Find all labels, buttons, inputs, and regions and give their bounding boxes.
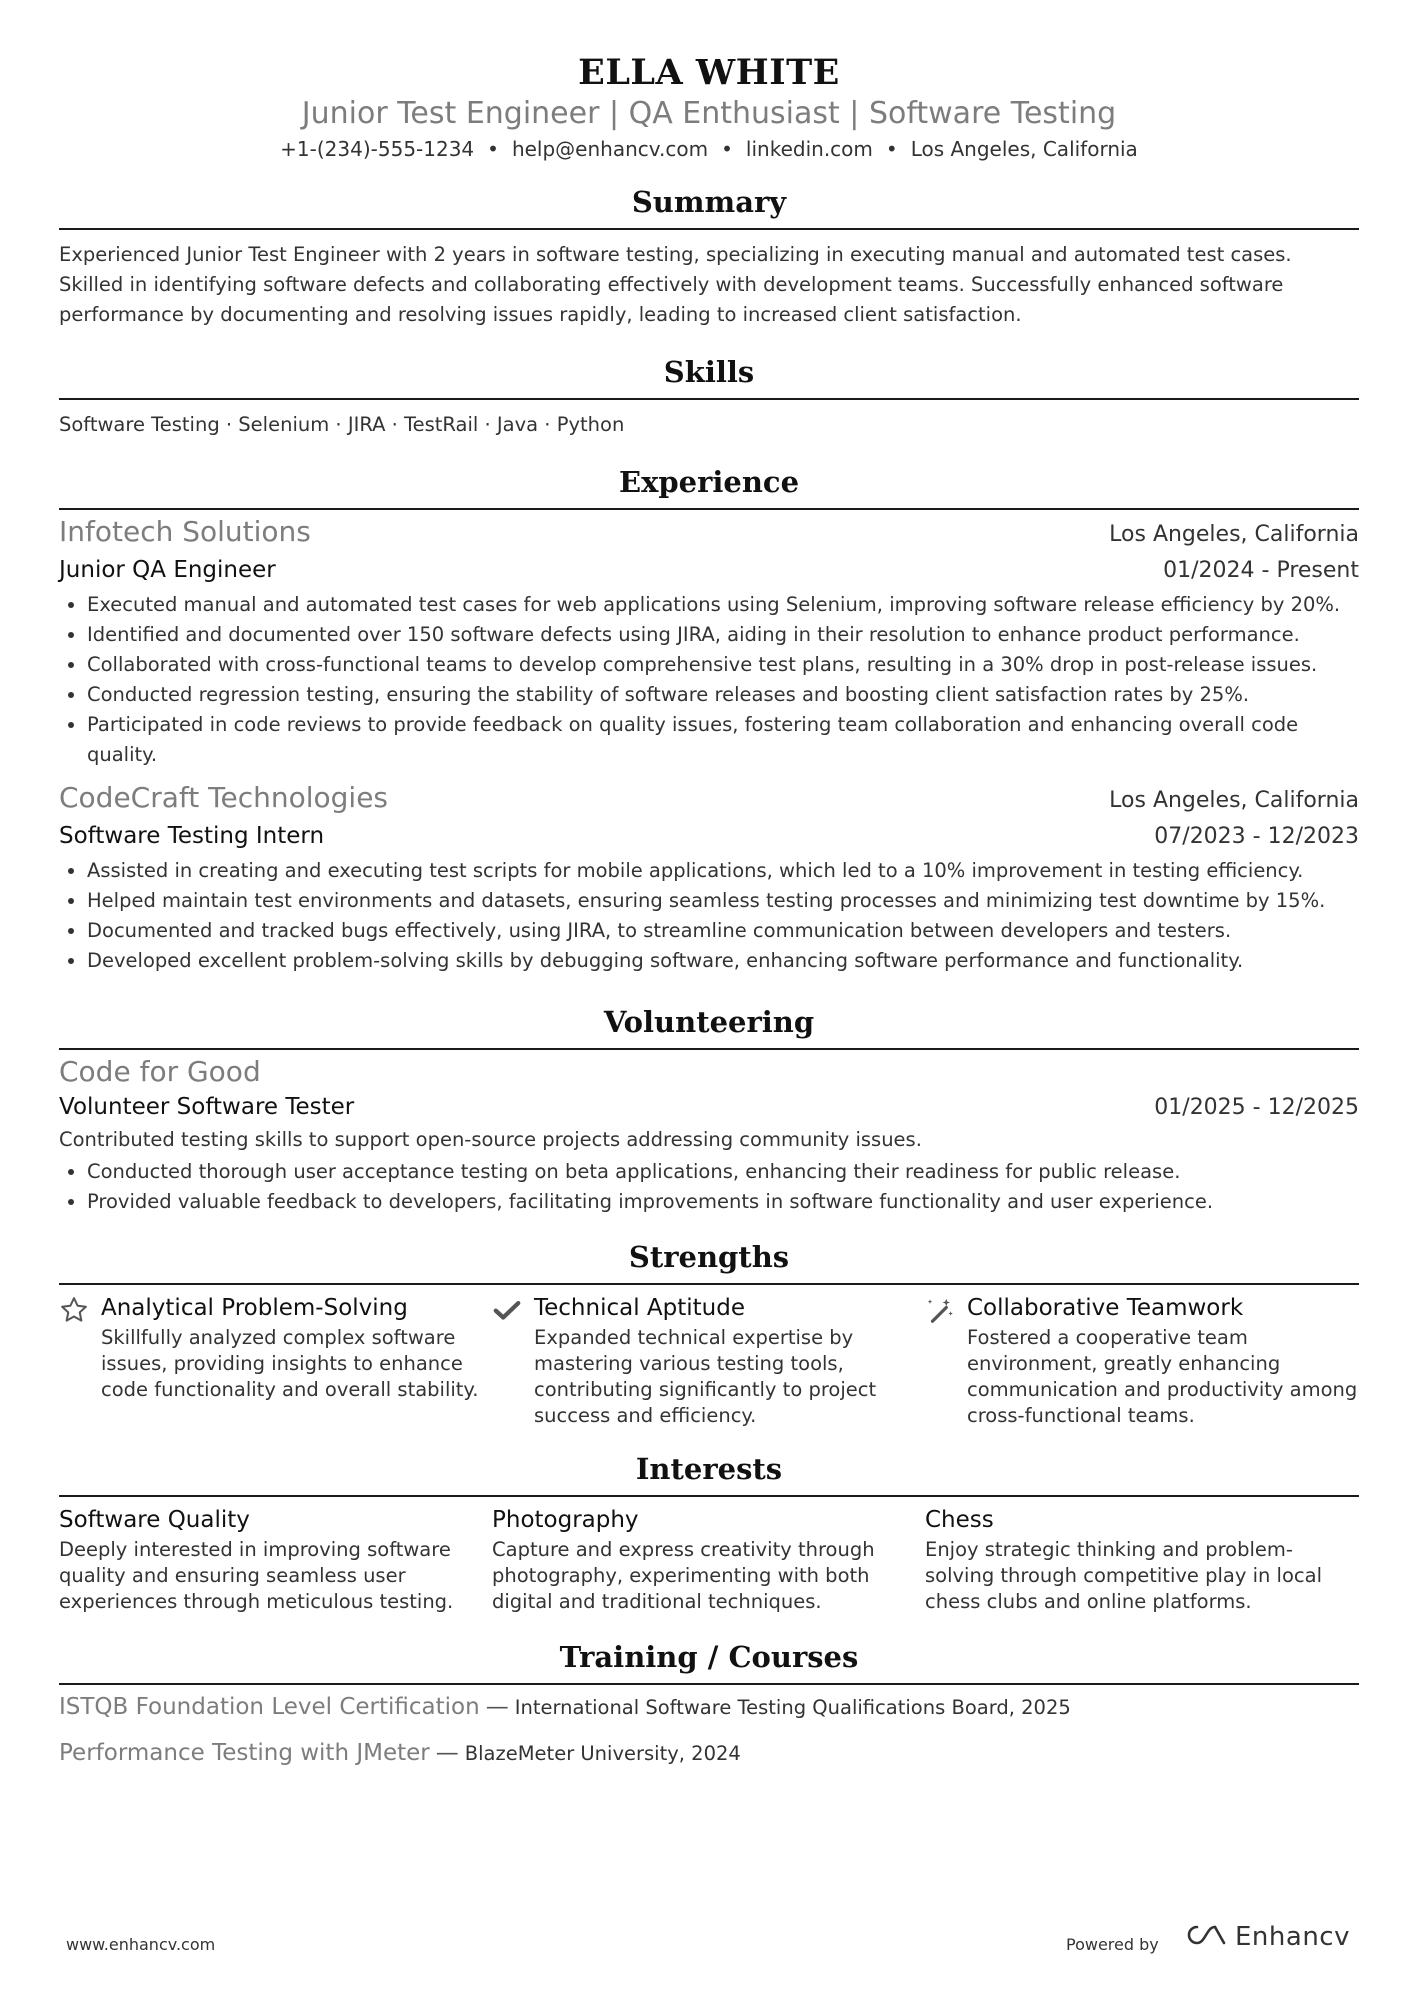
- job-dates: 07/2023 - 12/2023: [1154, 824, 1359, 849]
- job-bullet: • Assisted in creating and executing test scripts for mobile applications, which led to a 10% improvement in testing efficiency.: [87, 856, 1359, 886]
- section-title-strengths: Strengths: [628, 1240, 790, 1274]
- training-section: [59, 1637, 1359, 1777]
- strengths-section: [59, 1237, 1359, 1429]
- star-icon: [59, 1291, 101, 1429]
- job-company: Infotech Solutions: [59, 515, 311, 548]
- strength-item: [59, 1291, 492, 1429]
- job-bullet: • Identified and documented over 150 software defects using JIRA, aiding in their resolution to enhance product performance.: [87, 620, 1359, 650]
- job-location: Los Angeles, California: [1109, 522, 1359, 547]
- job-bullet: • Helped maintain test environments and datasets, ensuring seamless testing processes and minimizing test downtime by 15%.: [87, 886, 1359, 916]
- strength-title: Analytical Problem-Solving: [101, 1295, 408, 1321]
- job-bullet: • Collaborated with cross-functional teams to develop comprehensive test plans, resulting in a 30% drop in post-release issues.: [87, 650, 1359, 680]
- job-bullet: • Developed excellent problem-solving skills by debugging software, enhancing software performance and functionality.: [87, 946, 1359, 976]
- volunteer-role: Volunteer Software Tester: [59, 1094, 355, 1120]
- interests-section: [59, 1449, 1359, 1615]
- strength-description: Skillfully analyzed complex software issues, providing insights to enhance code functionality and overall stability.: [101, 1326, 479, 1401]
- contact-separator: •: [885, 137, 898, 161]
- powered-by-label: Powered by: [1066, 1935, 1159, 1954]
- volunteering-section: [59, 1002, 1359, 1217]
- candidate-name: ELLA WHITE: [578, 52, 840, 93]
- candidate-headline: Junior Test Engineer | QA Enthusiast | Software Testing: [301, 96, 1117, 131]
- section-title-summary: Summary: [631, 185, 787, 219]
- check-icon: [492, 1291, 534, 1429]
- magic-wand-icon: [925, 1291, 967, 1429]
- volunteer-description: Contributed testing skills to support open-source projects addressing community issues.: [59, 1128, 922, 1151]
- location: Los Angeles, California: [910, 137, 1138, 161]
- contact-separator: •: [487, 137, 499, 161]
- section-title-training: Training / Courses: [559, 1640, 859, 1674]
- interest-item: [59, 1503, 492, 1615]
- strength-item: [492, 1291, 925, 1429]
- section-divider: [59, 508, 1359, 510]
- course-dash: —: [485, 1694, 509, 1720]
- interest-title: Software Quality: [59, 1507, 250, 1533]
- job-entry: [59, 514, 1359, 770]
- skills-list: Software Testing · Selenium · JIRA · TestRail · Java · Python: [59, 413, 625, 436]
- email-link[interactable]: help@enhancv.com: [511, 137, 709, 161]
- job-role: Junior QA Engineer: [59, 557, 276, 583]
- interest-title: Photography: [492, 1507, 639, 1533]
- job-bullet: • Executed manual and automated test cases for web applications using Selenium, improving software release efficiency by 20%.: [87, 590, 1359, 620]
- interest-item: [925, 1503, 1358, 1615]
- section-divider: [59, 1495, 1359, 1497]
- course-provider: BlazeMeter University, 2024: [464, 1742, 741, 1765]
- phone: +1-(234)-555-1234: [280, 137, 475, 161]
- experience-section: [59, 462, 1359, 976]
- job-role: Software Testing Intern: [59, 823, 325, 849]
- footer-website-link[interactable]: www.enhancv.com: [66, 1935, 216, 1954]
- course-item: [59, 1685, 1359, 1731]
- section-title-volunteering: Volunteering: [603, 1005, 815, 1039]
- section-divider: [59, 1283, 1359, 1285]
- interest-description: Capture and express creativity through photography, experimenting with both digital and traditional techniques.: [492, 1538, 875, 1613]
- enhancv-brand-name: Enhancv: [1235, 1922, 1350, 1952]
- section-title-experience: Experience: [618, 465, 800, 499]
- strength-description: Expanded technical expertise by mastering various testing tools, contributing significantly to project success and efficiency.: [534, 1326, 877, 1427]
- contact-separator: •: [721, 137, 733, 161]
- interest-title: Chess: [925, 1507, 994, 1533]
- job-bullet: • Conducted regression testing, ensuring the stability of software releases and boosting client satisfaction rates by 25%.: [87, 680, 1359, 710]
- strength-title: Technical Aptitude: [534, 1295, 746, 1321]
- section-divider: [59, 228, 1359, 230]
- resume-page: [59, 0, 1359, 1777]
- volunteer-bullet: • Provided valuable feedback to developers, facilitating improvements in software functionality and user experience.: [87, 1187, 1359, 1217]
- interest-description: Deeply interested in improving software quality and ensuring seamless user experiences through meticulous testing.: [59, 1538, 454, 1613]
- section-divider: [59, 1048, 1359, 1050]
- enhancv-brand[interactable]: [1183, 1922, 1350, 1952]
- job-bullet: • Participated in code reviews to provide feedback on quality issues, fostering team collaboration and enhancing overall code quality.: [87, 710, 1359, 770]
- linkedin-link[interactable]: linkedin.com: [745, 137, 873, 161]
- volunteer-bullet: • Conducted thorough user acceptance testing on beta applications, enhancing their readiness for public release.: [87, 1157, 1359, 1187]
- volunteer-org: Code for Good: [59, 1055, 261, 1088]
- job-company: CodeCraft Technologies: [59, 781, 389, 814]
- interest-description: Enjoy strategic thinking and problem-solving through competitive play in local chess clubs and online platforms.: [925, 1538, 1322, 1613]
- section-divider: [59, 398, 1359, 400]
- interest-item: [492, 1503, 925, 1615]
- volunteer-dates: 01/2025 - 12/2025: [1154, 1095, 1359, 1120]
- enhancv-logo-icon: [1183, 1922, 1229, 1952]
- summary-text: Experienced Junior Test Engineer with 2 years in software testing, specializing in executing manual and automated test cases. Skilled in identifying software defects and collaborating effectively with development teams. Successfully enhanced software performance by documenting and resolving issues rapidly, leading to increased client satisfaction.: [59, 243, 1292, 326]
- section-title-interests: Interests: [635, 1452, 783, 1486]
- job-dates: 01/2024 - Present: [1163, 558, 1359, 583]
- resume-header: [59, 0, 1359, 164]
- contact-line: [59, 134, 1359, 164]
- course-title: ISTQB Foundation Level Certification: [59, 1694, 480, 1720]
- job-bullets: [59, 590, 1359, 770]
- strength-description: Fostered a cooperative team environment, greatly enhancing communication and productivity among cross-functional teams.: [967, 1326, 1358, 1427]
- skills-section: [59, 352, 1359, 440]
- course-item: [59, 1731, 1359, 1777]
- section-title-skills: Skills: [663, 355, 755, 389]
- job-bullet: • Documented and tracked bugs effectively, using JIRA, to streamline communication between developers and testers.: [87, 916, 1359, 946]
- course-title: Performance Testing with JMeter: [59, 1740, 430, 1766]
- strength-title: Collaborative Teamwork: [967, 1295, 1244, 1321]
- summary-section: [59, 182, 1359, 330]
- course-provider: International Software Testing Qualifications Board, 2025: [514, 1696, 1071, 1719]
- job-entry: [59, 780, 1359, 976]
- course-dash: —: [435, 1740, 459, 1766]
- job-location: Los Angeles, California: [1109, 788, 1359, 813]
- strength-item: [925, 1291, 1358, 1429]
- job-bullets: [59, 856, 1359, 976]
- volunteer-bullets: [59, 1157, 1359, 1217]
